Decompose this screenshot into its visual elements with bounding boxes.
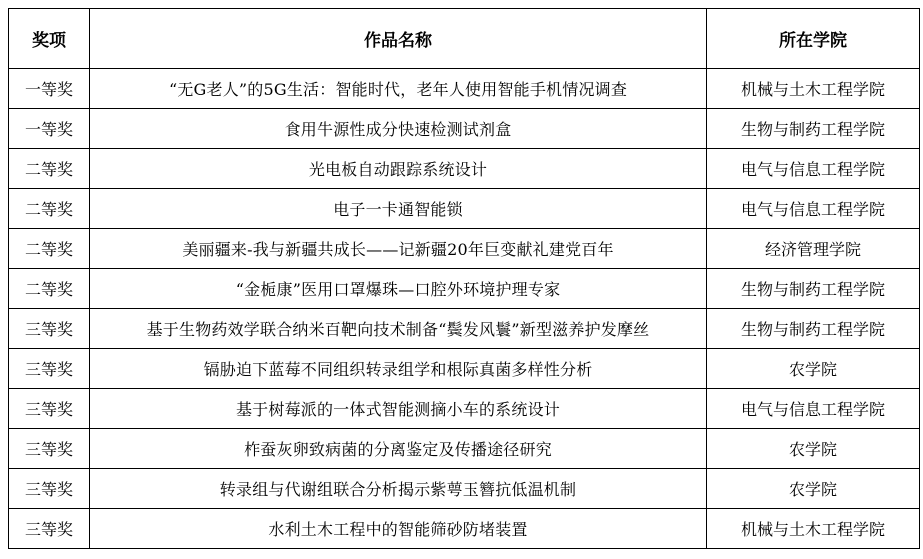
college-cell: 农学院 xyxy=(707,429,920,469)
title-cell: 光电板自动跟踪系统设计 xyxy=(90,149,707,189)
award-cell: 二等奖 xyxy=(9,189,90,229)
college-cell: 生物与制药工程学院 xyxy=(707,109,920,149)
title-cell: “金栀康”医用口罩爆珠—口腔外环境护理专家 xyxy=(90,269,707,309)
title-cell: 基于生物药效学联合纳米百靶向技术制备“鬓发风鬟”新型滋养护发摩丝 xyxy=(90,309,707,349)
college-cell: 电气与信息工程学院 xyxy=(707,389,920,429)
table-row xyxy=(9,429,920,469)
title-cell: 食用牛源性成分快速检测试剂盒 xyxy=(90,109,707,149)
college-cell: 农学院 xyxy=(707,349,920,389)
title-cell: 水利土木工程中的智能筛砂防堵装置 xyxy=(90,509,707,549)
title-cell: 美丽疆来-我与新疆共成长——记新疆20年巨变献礼建党百年 xyxy=(90,229,707,269)
title-cell: 转录组与代谢组联合分析揭示紫萼玉簪抗低温机制 xyxy=(90,469,707,509)
award-cell: 三等奖 xyxy=(9,509,90,549)
table-header xyxy=(9,9,920,69)
table-row xyxy=(9,149,920,189)
table-row xyxy=(9,389,920,429)
title-cell: “无G老人”的5G生活：智能时代，老年人使用智能手机情况调查 xyxy=(90,69,707,109)
table-row xyxy=(9,269,920,309)
table-row xyxy=(9,509,920,549)
award-cell: 三等奖 xyxy=(9,469,90,509)
title-cell: 电子一卡通智能锁 xyxy=(90,189,707,229)
header-award: 奖项 xyxy=(9,9,90,69)
award-cell: 三等奖 xyxy=(9,309,90,349)
table-row xyxy=(9,469,920,509)
college-cell: 电气与信息工程学院 xyxy=(707,189,920,229)
header-row xyxy=(9,9,920,69)
college-cell: 经济管理学院 xyxy=(707,229,920,269)
table-row xyxy=(9,69,920,109)
college-cell: 生物与制药工程学院 xyxy=(707,309,920,349)
award-cell: 一等奖 xyxy=(9,69,90,109)
college-cell: 电气与信息工程学院 xyxy=(707,149,920,189)
college-cell: 生物与制药工程学院 xyxy=(707,269,920,309)
college-cell: 机械与土木工程学院 xyxy=(707,69,920,109)
title-cell: 镉胁迫下蓝莓不同组织转录组学和根际真菌多样性分析 xyxy=(90,349,707,389)
awards-table xyxy=(8,8,920,549)
award-cell: 三等奖 xyxy=(9,429,90,469)
title-cell: 基于树莓派的一体式智能测摘小车的系统设计 xyxy=(90,389,707,429)
table-row xyxy=(9,229,920,269)
table-row xyxy=(9,109,920,149)
table-row xyxy=(9,349,920,389)
award-cell: 二等奖 xyxy=(9,269,90,309)
header-college: 所在学院 xyxy=(707,9,920,69)
title-cell: 柞蚕灰卵致病菌的分离鉴定及传播途径研究 xyxy=(90,429,707,469)
table-row xyxy=(9,309,920,349)
award-cell: 三等奖 xyxy=(9,389,90,429)
award-cell: 三等奖 xyxy=(9,349,90,389)
header-title: 作品名称 xyxy=(90,9,707,69)
college-cell: 机械与土木工程学院 xyxy=(707,509,920,549)
award-cell: 一等奖 xyxy=(9,109,90,149)
award-cell: 二等奖 xyxy=(9,149,90,189)
college-cell: 农学院 xyxy=(707,469,920,509)
award-cell: 二等奖 xyxy=(9,229,90,269)
table-row xyxy=(9,189,920,229)
table-body xyxy=(9,69,920,549)
